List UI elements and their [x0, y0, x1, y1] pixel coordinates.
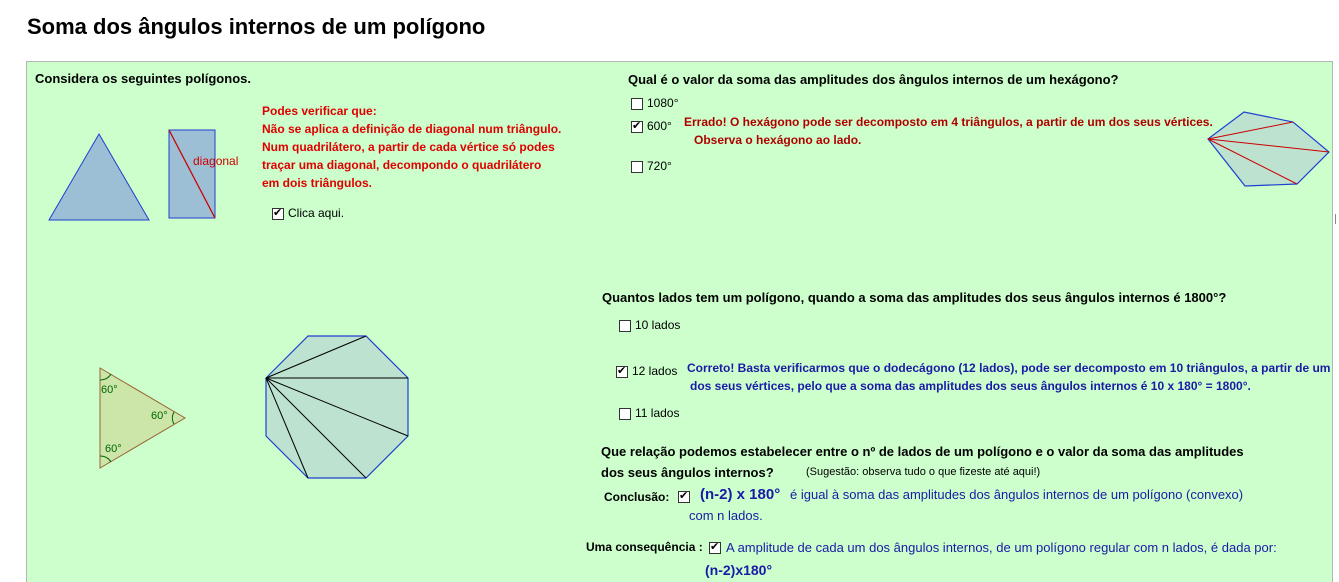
hexagon-figure [27, 62, 1332, 202]
q1-feedback-line-1: Errado! O hexágono pode ser decomposto em 4 triângulos, a partir de um dos seus vértices. [684, 115, 1213, 129]
conclusion-checkbox[interactable] [678, 491, 690, 503]
q1-option-600-label[interactable]: 600° [647, 119, 672, 133]
geogebra-applet[interactable] [26, 61, 1333, 582]
consequence-checkbox[interactable] [709, 542, 721, 554]
diagonal-label: diagonal [193, 154, 239, 168]
q1-feedback-line-2: Observa o hexágono ao lado. [694, 133, 862, 147]
conclusion-label: Conclusão: [604, 490, 670, 504]
angle-label-bottom: 60° [105, 443, 122, 455]
q3-hint: (Sugestão: observa tudo o que fizeste até aqui!) [806, 466, 1041, 478]
q1-option-1080-label[interactable]: 1080° [647, 96, 679, 110]
consequence-formula: (n-2)x180° [705, 562, 773, 578]
consequence-label: Uma consequência : [586, 540, 703, 554]
note-line-5: em dois triângulos. [262, 176, 373, 190]
q2-option-12-label[interactable]: 12 lados [632, 364, 678, 378]
q3-question-line-2: dos seus ângulos internos? [601, 465, 774, 480]
q2-option-10-label[interactable]: 10 lados [635, 318, 681, 332]
page-title: Soma dos ângulos internos de um polígono [27, 14, 486, 39]
q2-feedback-line-2: dos seus vértices, pelo que a soma das amplitudes dos seus ângulos internos é 10 x 180° = 1800°. [690, 379, 1251, 393]
note-line-1: Podes verificar que: [262, 104, 377, 118]
q1-question: Qual é o valor da soma das amplitudes dos ângulos internos de um hexágono? [628, 72, 1119, 87]
conclusion-text-2: com n lados. [689, 508, 763, 523]
conclusion-text: é igual à soma das amplitudes dos ângulos internos de um polígono (convexo) [790, 487, 1244, 502]
note-line-3: Num quadrilátero, a partir de cada vértice só podes [262, 140, 555, 154]
q2-option-11-checkbox[interactable] [619, 408, 631, 420]
q2-option-12-checkbox[interactable] [616, 366, 628, 378]
note-line-4: traçar uma diagonal, decompondo o quadrilátero [262, 158, 542, 172]
q1-option-720-label[interactable]: 720° [647, 159, 672, 173]
angle-label-right: 60° [151, 410, 168, 422]
q2-option-10-checkbox[interactable] [619, 320, 631, 332]
angle-label-top: 60° [101, 384, 118, 396]
hexagon [1208, 112, 1329, 186]
scrollbar-marker[interactable] [1335, 214, 1339, 224]
q2-question: Quantos lados tem um polígono, quando a soma das amplitudes dos seus ângulos internos é 1800°? [602, 290, 1227, 305]
note-line-2: Não se aplica a definição de diagonal num triângulo. [262, 122, 562, 136]
conclusion-formula: (n-2) x 180° [700, 486, 781, 503]
q3-question-line-1: Que relação podemos estabelecer entre o nº de lados de um polígono e o valor da soma das amplitudes [601, 444, 1244, 459]
q2-feedback-line-1: Correto! Basta verificarmos que o dodecágono (12 lados), pode ser decomposto em 10 triângulos, a partir de um [687, 361, 1331, 375]
left-heading: Considera os seguintes polígonos. [35, 71, 251, 86]
consequence-text: A amplitude de cada um dos ângulos internos, de um polígono regular com n lados, é dada por: [726, 540, 1277, 555]
q2-option-11-label[interactable]: 11 lados [635, 406, 680, 420]
clica-aqui-label[interactable]: Clica aqui. [288, 206, 345, 220]
